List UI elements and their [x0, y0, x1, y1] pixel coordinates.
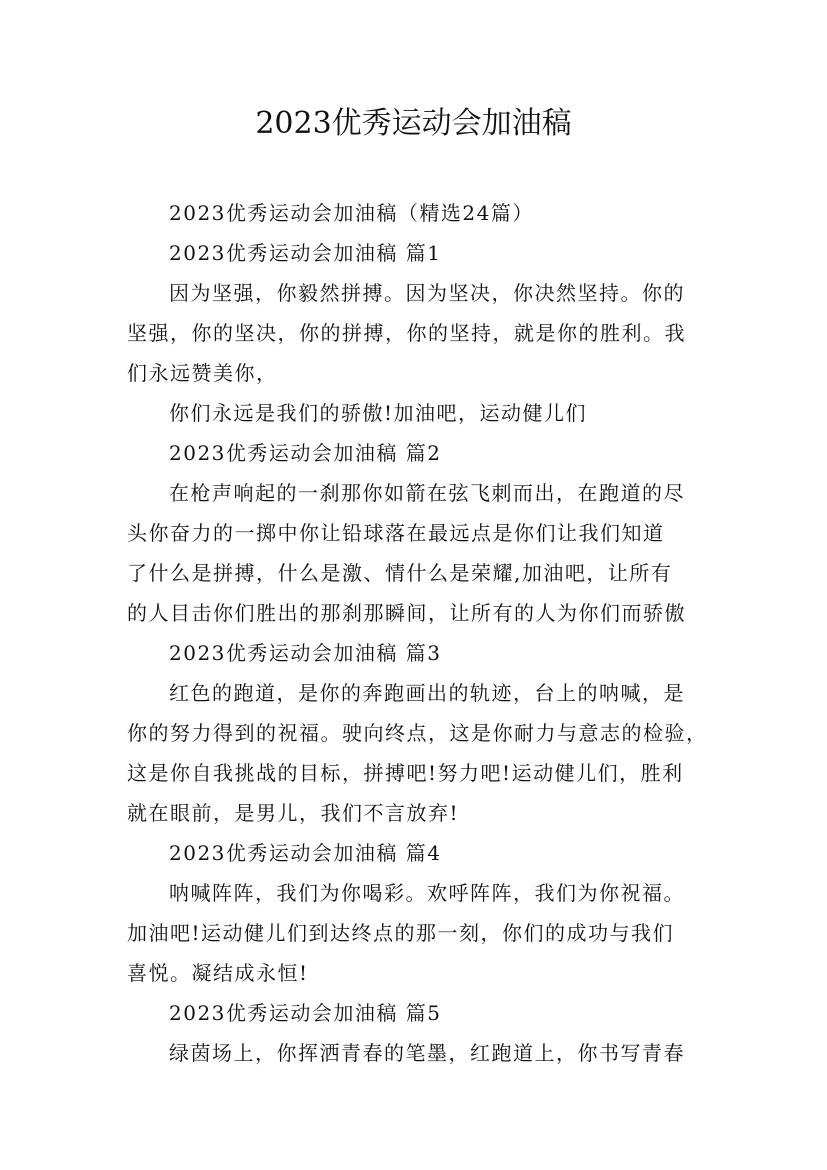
section-heading-3: 2023优秀运动会加油稿 篇3 [169, 641, 442, 665]
paragraph-line: 在枪声响起的一刹那你如箭在弦飞刺而出，在跑道的尽 [169, 481, 685, 505]
subtitle-line: 2023优秀运动会加油稿（精选24篇） [169, 201, 534, 225]
paragraph-line: 呐喊阵阵，我们为你喝彩。欢呼阵阵，我们为你祝福。 [169, 881, 685, 905]
section-heading-4: 2023优秀运动会加油稿 篇4 [169, 841, 442, 865]
paragraph-line: 因为坚强，你毅然拼搏。因为坚决，你决然坚持。你的 [169, 281, 685, 305]
paragraph-line: 喜悦。凝结成永恒! [127, 961, 309, 985]
paragraph-line: 你的努力得到的祝福。驶向终点，这是你耐力与意志的检验， [127, 721, 708, 745]
paragraph-line: 加油吧!运动健儿们到达终点的那一刻，你们的成功与我们 [127, 921, 675, 945]
paragraph-line: 们永远赞美你， [127, 361, 278, 385]
paragraph-line: 了什么是拼搏，什么是激、情什么是荣耀,加油吧，让所有 [127, 561, 673, 585]
paragraph-line: 就在眼前，是男儿，我们不言放弃! [127, 801, 460, 825]
paragraph-line: 的人目击你们胜出的那刹那瞬间，让所有的人为你们而骄傲 [127, 601, 686, 625]
paragraph-line: 头你奋力的一掷中你让铅球落在最远点是你们让我们知道 [127, 521, 665, 545]
paragraph-line: 绿茵场上，你挥洒青春的笔墨，红跑道上，你书写青春 [169, 1041, 685, 1065]
document-title: 2023优秀运动会加油稿 [255, 106, 572, 141]
document-body [127, 193, 711, 1073]
paragraph-line: 红色的跑道，是你的奔跑画出的轨迹，台上的呐喊，是 [169, 681, 685, 705]
paragraph-line: 这是你自我挑战的目标，拼搏吧!努力吧!运动健儿们，胜利 [127, 761, 684, 785]
paragraph-line: 坚强，你的坚决，你的拼搏，你的坚持，就是你的胜利。我 [127, 321, 686, 345]
section-heading-5: 2023优秀运动会加油稿 篇5 [169, 1001, 442, 1025]
paragraph-line: 你们永远是我们的骄傲!加油吧，运动健儿们 [169, 401, 588, 425]
section-heading-1: 2023优秀运动会加油稿 篇1 [169, 241, 442, 265]
section-heading-2: 2023优秀运动会加油稿 篇2 [169, 441, 442, 465]
